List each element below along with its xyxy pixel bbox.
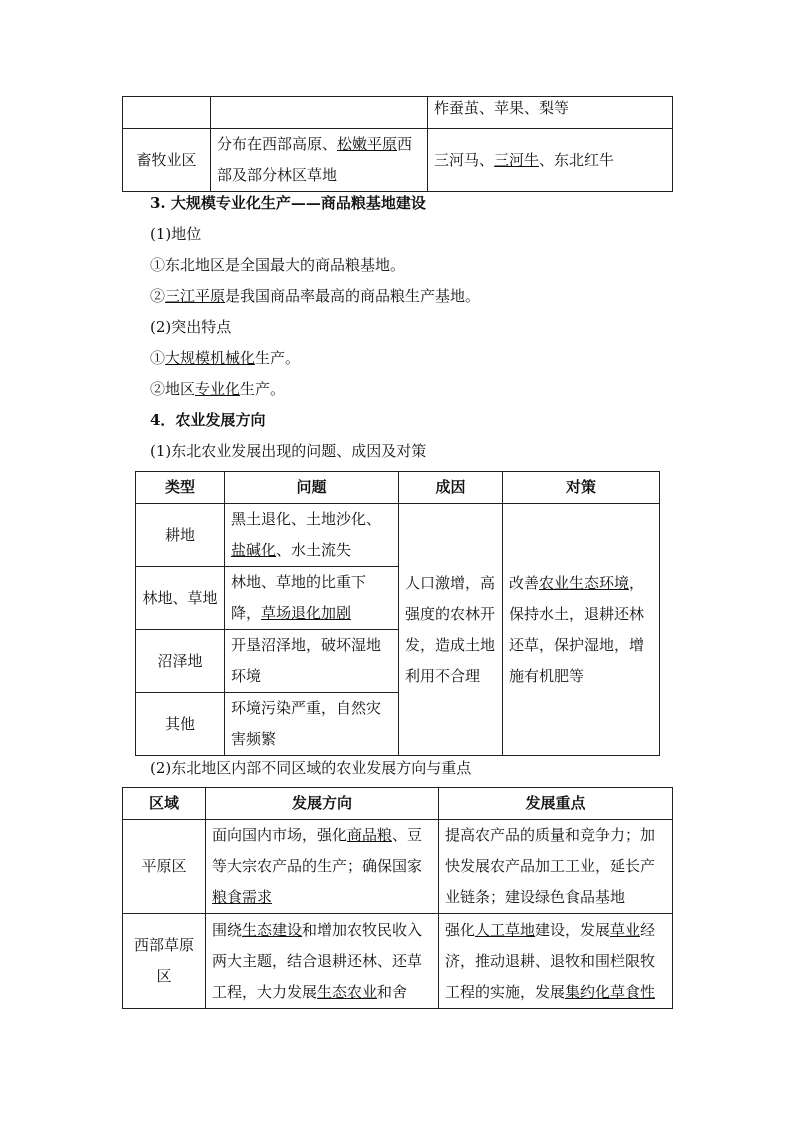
- header-cause: 成因: [399, 472, 503, 504]
- feature-heading: (2)突出特点: [150, 318, 232, 336]
- direction-cell: 围绕生态建设和增加农牧民收入两大主题，结合退耕还林、还草工程，大力发展生态农业和舍: [206, 914, 439, 1009]
- section-4-heading: 4．农业发展方向: [150, 411, 266, 429]
- region-name-cell: 畜牧业区: [123, 129, 211, 192]
- focus-cell: 提高农产品的质量和竞争力；加快发展农产品加工工业，延长产业链条；建设绿色食品基地: [439, 820, 673, 914]
- type-cell: 沼泽地: [136, 630, 225, 693]
- header-region: 区域: [123, 788, 206, 820]
- table-row: [123, 129, 673, 192]
- header-direction: 发展方向: [206, 788, 439, 820]
- subsection-1-heading: (1)东北农业发展出现的问题、成因及对策: [150, 442, 427, 460]
- type-cell: 其他: [136, 693, 225, 756]
- position-item-1: ①东北地区是全国最大的商品粮基地。: [150, 256, 406, 274]
- table-cell: [211, 97, 428, 129]
- regional-development-table: [122, 787, 673, 1009]
- problem-cell: 环境污染严重，自然灾害频繁: [225, 693, 399, 756]
- header-problem: 问题: [225, 472, 399, 504]
- focus-cell: 强化人工草地建设，发展草业经济，推动退耕、退牧和围栏限牧工程的实施，发展集约化草食性: [439, 914, 673, 1009]
- header-measure: 对策: [503, 472, 660, 504]
- measure-cell: 改善农业生态环境，保持水土，退耕还林还草，保护湿地，增施有机肥等: [503, 504, 660, 756]
- table-row: [123, 820, 673, 914]
- direction-cell: 面向国内市场，强化商品粮、豆等大宗农产品的生产；确保国家粮食需求: [206, 820, 439, 914]
- subsection-2-heading: (2)东北地区内部不同区域的农业发展方向与重点: [150, 759, 472, 777]
- problem-cell: 林地、草地的比重下降，草场退化加剧: [225, 567, 399, 630]
- table-row: [123, 97, 673, 129]
- distribution-cell: 分布在西部高原、松嫩平原西部及部分林区草地: [211, 129, 428, 192]
- region-cell: 西部草原区: [123, 914, 206, 1009]
- table-cell: [123, 97, 211, 129]
- table-header-row: [123, 788, 673, 820]
- livestock-table: [122, 96, 673, 192]
- table-header-row: [136, 472, 660, 504]
- cause-cell: 人口激增，高强度的农林开发，造成土地利用不合理: [399, 504, 503, 756]
- products-cell: 三河马、三河牛、东北红牛: [428, 129, 673, 192]
- problem-cell: 开垦沼泽地，破坏湿地环境: [225, 630, 399, 693]
- region-cell: 平原区: [123, 820, 206, 914]
- header-type: 类型: [136, 472, 225, 504]
- header-focus: 发展重点: [439, 788, 673, 820]
- type-cell: 耕地: [136, 504, 225, 567]
- feature-item-1: ①大规模机械化生产。: [150, 349, 301, 367]
- products-cell: 柞蚕茧、苹果、梨等: [428, 97, 673, 129]
- table-row: [123, 914, 673, 1009]
- section-3-heading: 3. 大规模专业化生产——商品粮基地建设: [150, 194, 426, 212]
- position-heading: (1)地位: [150, 225, 202, 243]
- feature-item-2: ②地区专业化生产。: [150, 380, 286, 398]
- type-cell: 林地、草地: [136, 567, 225, 630]
- position-item-2: ②三江平原是我国商品率最高的商品粮生产基地。: [150, 287, 481, 305]
- problems-table: [135, 471, 660, 756]
- table-row: [136, 504, 660, 567]
- problem-cell: 黑土退化、土地沙化、盐碱化、水土流失: [225, 504, 399, 567]
